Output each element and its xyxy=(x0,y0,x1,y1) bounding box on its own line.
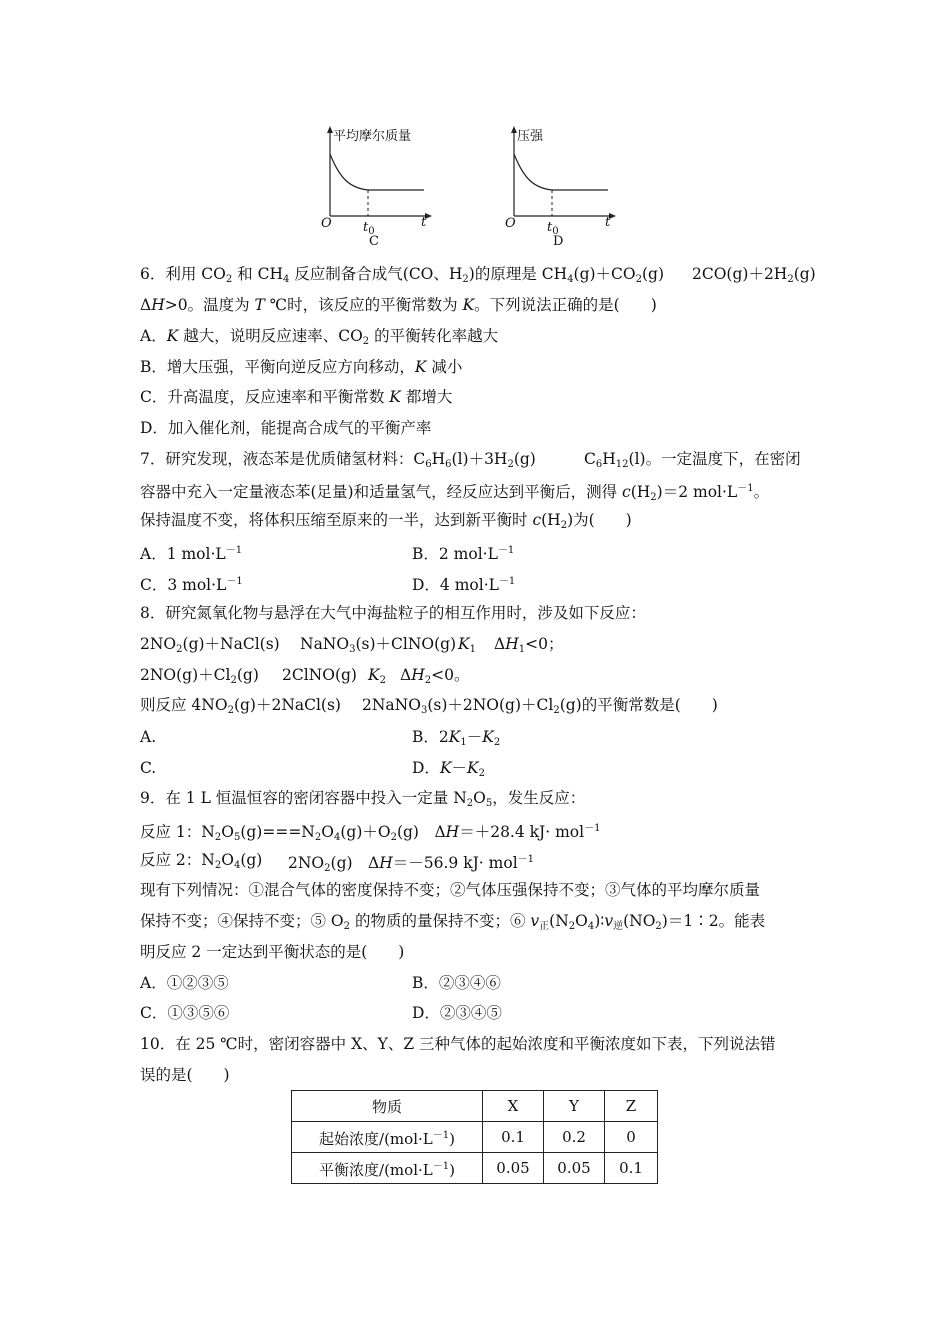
table-cell: 0.05 xyxy=(483,1153,544,1184)
q10-stem-line2: 误的是( ) xyxy=(140,1066,230,1084)
table-cell: 0.1 xyxy=(605,1153,658,1184)
table-row-label: 平衡浓度$/(mol\cdot L^{-1})$ xyxy=(292,1153,483,1184)
graph-c xyxy=(318,124,438,254)
graph-d-curve xyxy=(514,154,608,190)
table-row xyxy=(292,1122,658,1153)
q7-stem-line1-product: $C_6H_{12}(l)$。一定温度下，在密闭 xyxy=(584,450,801,470)
q9-conditions-line3: 明反应 2 一定达到平衡状态的是( ) xyxy=(140,943,405,961)
graph-d xyxy=(502,124,622,254)
q7-stem-line1: 7．研究发现，液态苯是优质储氢材料：$C_6H_6(l)+3H_2(g)$ xyxy=(140,450,536,470)
q8-option-d: D．$K-K_2$ xyxy=(412,759,486,779)
q8-question-right: $2NaNO_3(s)+2NO(g)+Cl_2(g)$的平衡常数是( ) xyxy=(362,696,718,716)
q9-reaction2-right: $2NO_2(g)$ ΔH＝－56.9 kJ· mol$^{-1}$ xyxy=(288,854,535,874)
table-cell: 0.1 xyxy=(483,1122,544,1153)
q9-option-a: A．①②③⑤ xyxy=(140,974,229,992)
graph-c-origin: O xyxy=(321,216,332,231)
table-cell: 0.05 xyxy=(544,1153,605,1184)
q8-reaction1-left: $2NO_2(g)+NaCl(s)$ xyxy=(140,635,280,655)
q6-option-d: D．加入催化剂，能提高合成气的平衡产率 xyxy=(140,419,432,437)
table-header-row xyxy=(292,1091,658,1122)
q9-option-c: C．①③⑤⑥ xyxy=(140,1004,230,1022)
graph-d-t0-label: $t_0$ xyxy=(547,220,559,237)
q7-option-c: C．3 $mol\cdot L^{-1}$ xyxy=(140,576,243,594)
q10-stem-line1: 10．在 25 ℃时，密闭容器中 X、Y、Z 三种气体的起始浓度和平衡浓度如下表，下列说法错 xyxy=(140,1035,776,1053)
q8-reaction1-k: $K_1$ xyxy=(458,635,476,655)
q8-reaction2-left: $2NO(g)+Cl_2(g)$ xyxy=(140,666,259,686)
q8-reaction2-k: $K_2$ xyxy=(368,666,386,686)
q9-option-d: D．②③④⑤ xyxy=(412,1004,502,1022)
table-header-cell: X xyxy=(483,1091,544,1122)
table-row xyxy=(292,1153,658,1184)
q7-option-b: B．2 $mol\cdot L^{-1}$ xyxy=(412,545,515,563)
graph-c-t-label: t xyxy=(421,215,427,230)
table-cell: 0.2 xyxy=(544,1122,605,1153)
q6-stem-line1-product: $2CO(g)+2H_2(g)$ xyxy=(692,265,816,285)
graph-c-t0-label: $t_0$ xyxy=(363,220,375,237)
q6-option-c: C．升高温度，反应速率和平衡常数 K 都增大 xyxy=(140,388,453,406)
table-cell: 0 xyxy=(605,1122,658,1153)
q9-reaction1: 反应 1：$N_2O_5(g)===N_2O_4(g)+O_2(g)$ ΔH＝＋28.4 kJ· mol$^{-1}$ xyxy=(140,823,601,843)
graph-d-t-label: t xyxy=(605,215,611,230)
q8-question-left: 则反应 $4NO_2(g)+2NaCl(s)$ xyxy=(140,696,341,716)
q9-conditions-line1: 现有下列情况：①混合气体的密度保持不变；②气体压强保持不变；③气体的平均摩尔质量 xyxy=(140,881,761,899)
q7-option-d: D．4 $mol\cdot L^{-1}$ xyxy=(412,576,516,594)
q9-reaction2-left: 反应 2：$N_2O_4(g)$ xyxy=(140,851,263,871)
q6-stem-line1: 6．利用 $CO_2$ 和 $CH_4$ 反应制备合成气(CO、$H_2$)的原理是 $CH_4(g)+CO_2(g)$ xyxy=(140,265,665,285)
q8-option-b: B．$2K_1-K_2$ xyxy=(412,728,501,748)
q8-reaction2-dh: $\Delta H_2<0$。 xyxy=(400,666,470,686)
q7-stem-line2: 容器中充入一定量液态苯(足量)和适量氢气，经反应达到平衡后，测得 $c(H_2)=2$ $mol\cdot L^{-1}$。 xyxy=(140,483,770,503)
table-header-cell: 物质 xyxy=(292,1091,483,1122)
graph-c-caption: C xyxy=(369,234,379,249)
table-header-cell: Z xyxy=(605,1091,658,1122)
q6-option-a: A．K 越大，说明反应速率、$CO_2$ 的平衡转化率越大 xyxy=(140,327,499,347)
q8-stem-line1: 8．研究氮氧化物与悬浮在大气中海盐粒子的相互作用时，涉及如下反应： xyxy=(140,604,646,622)
concentration-table xyxy=(291,1090,658,1184)
graph-c-ylabel: 平均摩尔质量 xyxy=(333,129,412,144)
q8-reaction2-right: 2ClNO(g) xyxy=(282,666,357,684)
q8-reaction1-dh: $\Delta H_1<0$； xyxy=(494,635,564,655)
q9-conditions-line2: 保持不变；④保持不变；⑤ $O_2$ 的物质的量保持不变；⑥ $v_正(N_2O_4)∶v_逆(NO_2)=1∶2$。能表 xyxy=(140,912,766,932)
table-header-cell: Y xyxy=(544,1091,605,1122)
q7-option-a: A．1 $mol\cdot L^{-1}$ xyxy=(140,545,243,563)
q8-reaction1-right: NaNO$_3$(s)＋ClNO(g) xyxy=(300,635,457,655)
graph-d-origin: O xyxy=(505,216,516,231)
graph-d-ylabel: 压强 xyxy=(517,129,544,144)
q6-stem-line2: ΔH>0。温度为 T ℃时，该反应的平衡常数为 K。下列说法正确的是( ) xyxy=(140,296,657,314)
q9-stem-line1: 9．在 1 L 恒温恒容的密闭容器中投入一定量 $N_2O_5$，发生反应： xyxy=(140,789,586,809)
table-row-label: 起始浓度$/(mol\cdot L^{-1})$ xyxy=(292,1122,483,1153)
graph-d-caption: D xyxy=(553,234,564,249)
graph-c-curve xyxy=(330,154,424,190)
q8-option-a: A. xyxy=(140,728,157,746)
q6-option-b: B．增大压强，平衡向逆反应方向移动，K 减小 xyxy=(140,358,463,376)
q8-option-c: C. xyxy=(140,759,157,777)
q7-stem-line3: 保持温度不变，将体积压缩至原来的一半，达到新平衡时 $c(H_2)$为( ) xyxy=(140,511,632,531)
q9-option-b: B．②③④⑥ xyxy=(412,974,501,992)
